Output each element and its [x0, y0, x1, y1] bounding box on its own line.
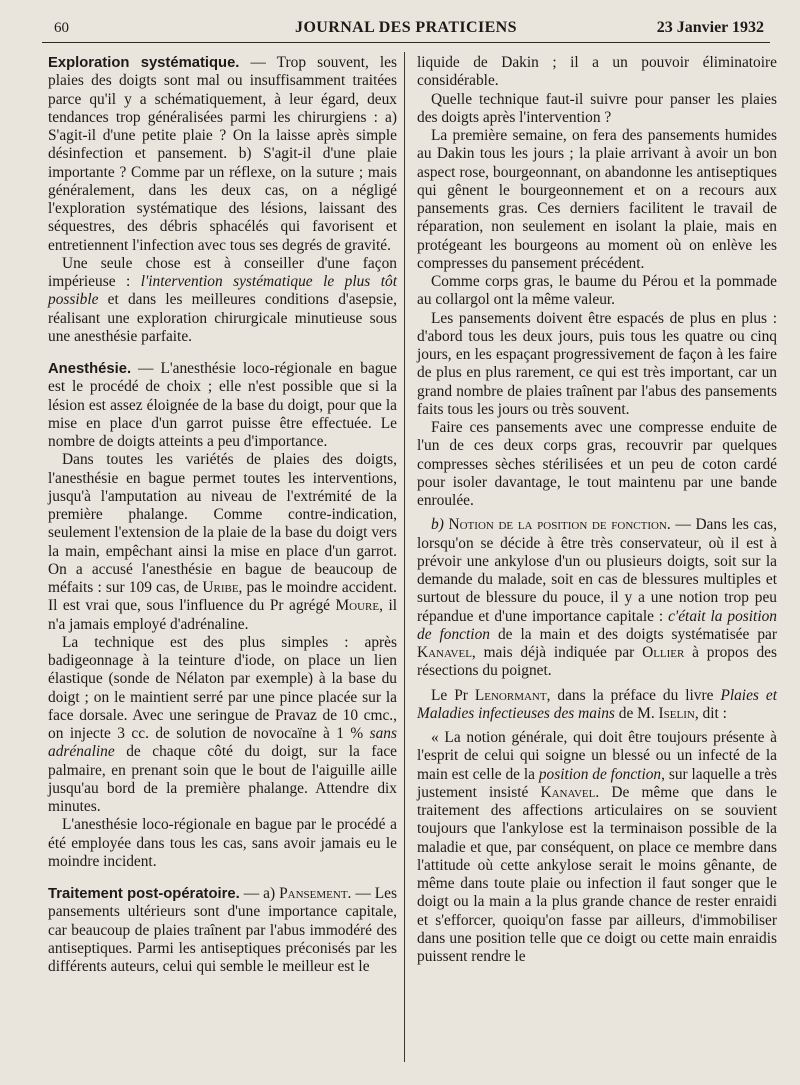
paragraph: Comme corps gras, le baume du Pérou et la pommade au collargol ont la même valeur.: [417, 273, 777, 309]
paragraph: Anesthésie. — L'anesthésie loco-régionale en bague est le procédé de choix ; elle n'est possible que si la lésion est assez éloignée de la base du doigt, pour que la mise en place d'un garrot puisse être effectuée. Le nombre de doigts atteints a peu d'importance.: [48, 360, 397, 450]
author-name: Lenormant: [474, 686, 547, 704]
author-name: Moure: [335, 597, 380, 615]
paragraph: Exploration systématique. — Trop souvent, les plaies des doigts sont mal ou insuffisamment traitées parce qu'il y a schématiquement, à leur égard, deux tendances trop généralisées parmi les chirurgiens : a) S'agit-il d'une petite plaie ? On la laisse après simple désinfection et pansement. b) S'agit-il d'une plaie importante ? Comme par un réflexe, on la suture ; mais généralement, dans les deux cas, on a négligé l'exploration systématique des lésions, laissant des séquestres, des débris sphacélés qui favorisent et entretiennent l'infection avec tous ses degrés de gravité.: [48, 54, 397, 254]
page-number: 60: [54, 20, 69, 36]
subsection-title: Notion de la position de fonction.: [448, 516, 671, 534]
emphasis: c'était la position de fonction: [417, 607, 777, 643]
paragraph: L'anesthésie loco-régionale en bague par le procédé a été employée dans tous les cas, sans avoir jamais eu le moindre incident.: [48, 816, 397, 870]
author-name: Ollier: [642, 644, 685, 661]
section-title-exploration: Exploration systématique.: [48, 55, 240, 71]
paragraph: Le Pr Lenormant, dans la préface du livre Plaies et Maladies infectieuses des mains de M. Iselin, dit :: [417, 686, 777, 722]
author-name: Uribe: [202, 579, 239, 596]
paragraph: La technique est des plus simples : après badigeonnage à la teinture d'iode, on place un lien élastique (sonde de Nélaton par exemple) à la base du doigt ; on le maintient serré par une pince placée sur la face dorsale. Avec une seringue de Pravaz de 10 cmc., on injecte 3 cc. de solution de novocaïne à 1 % sans adrénaline de chaque côté du doigt, sur la face palmaire, en prenant soin que le bout de l'aiguille aille jusqu'au bord de la première phalange. Attendre dix minutes.: [48, 633, 397, 815]
paragraph: Faire ces pansements avec une compresse enduite de l'un de ces deux corps gras, recouvrir par quelques compresses sèches stérilisées et un peu de coton cardé pour isoler davantage, le tout maintenu par une bande enroulée.: [417, 419, 777, 509]
paragraph: Une seule chose est à conseiller d'une façon impérieuse : l'intervention systématique le plus tôt possible et dans les meilleures conditions d'asepsie, réalisant une exploration chirurgicale minutieuse sous une anesthésie parfaite.: [48, 254, 397, 345]
author-name: Iselin: [658, 704, 695, 722]
subsection-title: Pansement.: [279, 885, 352, 902]
section-title-traitement: Traitement post-opératoire.: [48, 886, 240, 902]
paragraph: liquide de Dakin ; il a un pouvoir éliminatoire considérable.: [417, 54, 777, 90]
quotation: « La notion générale, qui doit être toujours présente à l'esprit de celui qui soigne un blessé ou un infecté de la main est celle de la position de fonction, sur laquelle a très justement insisté Kanavel. De même que dans le traitement des affections articulaires on se souvient toujours que l'ankylose est la terminaison possible de la maladie et que, par conséquent, on place ce membre dans l'attitude où cette ankylose serait le moins gênante, de même dans toute plaie ou infection il faut songer que le doigt ou la main a la plus grande chance de rester enraidi et s'efforcer, quoiqu'on fasse par ailleurs, d'immobiliser dans une position telle que ce doigt ou cette main enraidis puissent rendre le: [417, 729, 777, 965]
right-column: [417, 54, 777, 966]
left-column: [48, 54, 397, 976]
book-title: Plaies et Maladies infectieuses des mains: [417, 686, 777, 722]
section-title-anesthesie: Anesthésie.: [48, 361, 132, 377]
paragraph: Les pansements doivent être espacés de plus en plus : d'abord tous les deux jours, puis tous les quatre ou cinq jours, en les espaçant progressivement de façon à les faire de plus en plus rarement, ce qui est très important, car un grand nombre de plaies traînent par l'abus des pansements faits tous les jours ou très souvent.: [417, 309, 777, 418]
paragraph: Quelle technique faut-il suivre pour panser les plaies des doigts après l'intervention ?: [417, 90, 777, 126]
emphasis: sans adrénaline: [48, 725, 397, 761]
running-header: [42, 16, 770, 43]
journal-title: JOURNAL DES PRATICIENS: [295, 19, 517, 36]
paragraph: b) Notion de la position de fonction. — Dans les cas, lorsqu'on se décide à être très conservateur, où il est à prévoir une ankylose d'un ou plusieurs doigts, soit sur la demande du malade, soit en cas de blessures multiples et surtout de blessure du pouce, il y a une notion trop peu répandue et d'une importance capitale : c'était la position de fonction de la main et des doigts systématisée par Kanavel, mais déjà indiquée par Ollier à propos des résections du poignet.: [417, 516, 777, 680]
issue-date: 23 Janvier 1932: [656, 19, 764, 36]
paragraph: Traitement post-opératoire. — a) Pansement. — Les pansements ultérieurs sont d'une importance capitale, car beaucoup de plaies traînent par l'abus immodéré des antiseptiques. Parmi les antiseptiques préconisés par les différents auteurs, celui qui semble le meilleur est le: [48, 885, 398, 975]
paragraph: La première semaine, on fera des pansements humides au Dakin tous les jours ; la plaie arrivant à avoir un bon aspect rose, bourgeonnant, on abandonne les antiseptiques qui gênent le bourgeonnement et on a recours aux pansements gras. Ces derniers facilitent le travail de réparation, non seulement en isolant la plaie, mais en protégeant les bourgeons au moment où on enlève les compresses du pansement précédent.: [417, 127, 777, 272]
emphasis: l'intervention systématique le plus tôt possible: [48, 273, 397, 309]
author-name: Kanavel: [540, 783, 596, 801]
author-name: Kanavel: [417, 644, 472, 661]
emphasis: position de fonction: [538, 765, 662, 783]
column-divider: [404, 52, 405, 1062]
paragraph: Dans toutes les variétés de plaies des doigts, l'anesthésie en bague permet toutes les interventions, jusqu'à l'amputation au niveau de l'extrémité de la première phalange. Comme contre-indication, seulement l'extension de la plaie de la base du doigt vers la main, empêchant ainsi la mise en place d'un garrot. On a accusé l'anesthésie en bague de beaucoup de méfaits : sur 109 cas, de Uribe, pas le moindre accident. Il est vrai que, sous l'influence du Pr agrégé Moure, il n'a jamais employé d'adrénaline.: [48, 451, 397, 633]
